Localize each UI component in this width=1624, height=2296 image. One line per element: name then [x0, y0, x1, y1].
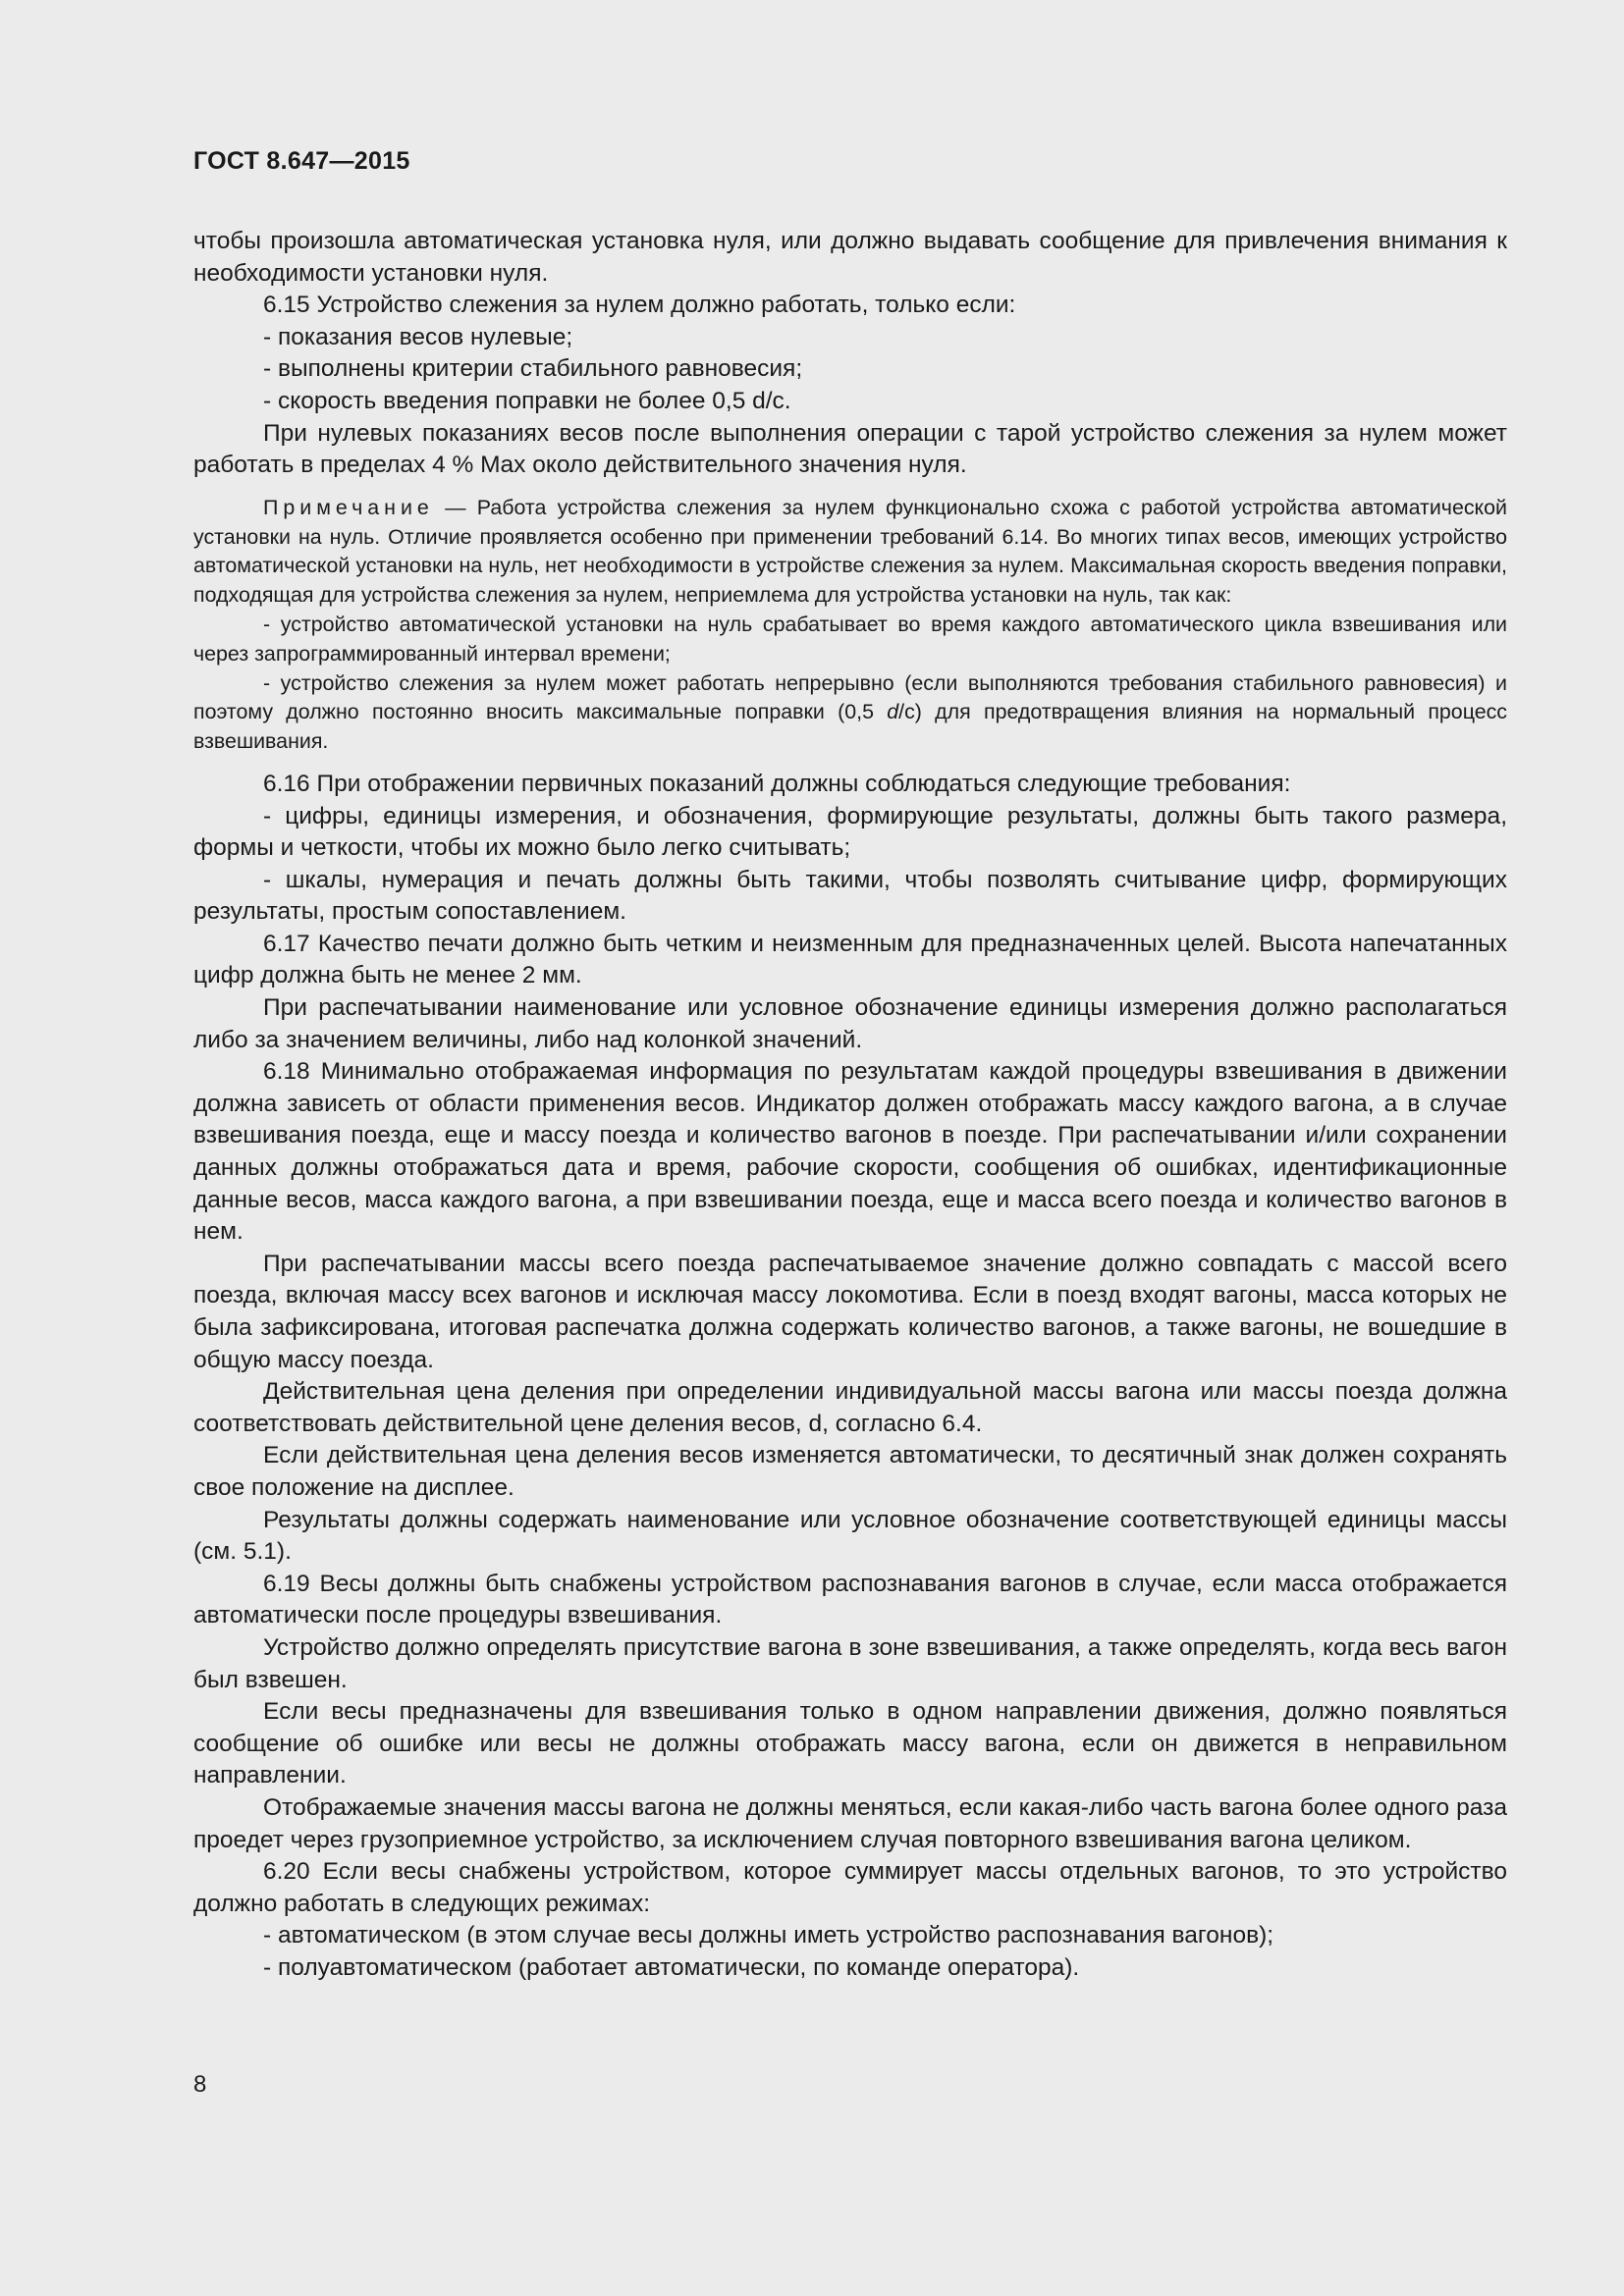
clause-6-16: 6.16 При отображении первичных показаний должны соблюдаться следующие требования: — [263, 770, 1291, 797]
list-item: - шкалы, нумерация и печать должны быть такими, чтобы позволять считывание цифр, формирующих результаты, простым сопоставлением. — [193, 866, 1507, 926]
paragraph-continuation: чтобы произошла автоматическая установка нуля, или должно выдавать сообщение для привлечения внимания к необходимости установки нуля. — [193, 228, 1507, 287]
note-block — [193, 494, 1507, 757]
list-item: - автоматическом (в этом случае весы должны иметь устройство распознавания вагонов); — [263, 1922, 1274, 1949]
list-item: - цифры, единицы измерения, и обозначения, формирующие результаты, должны быть такого размера, формы и четкости, чтобы их можно было легко считывать; — [193, 802, 1507, 862]
list-item: - показания весов нулевые; — [263, 323, 573, 350]
paragraph: При распечатывании наименование или условное обозначение единицы измерения должно располагаться либо за значением величины, либо над колонкой значений. — [193, 994, 1507, 1053]
note-label: Примечание — [263, 495, 434, 519]
list-item: - выполнены критерии стабильного равновесия; — [263, 355, 803, 383]
note-paragraph — [193, 494, 1507, 611]
document-code-header: ГОСТ 8.647—2015 — [193, 147, 410, 175]
paragraph: Результаты должны содержать наименование или условное обозначение соответствующей единицы массы (см. 5.1). — [193, 1506, 1507, 1566]
clause-6-15: 6.15 Устройство слежения за нулем должно работать, только если: — [263, 292, 1016, 319]
paragraph: При распечатывании массы всего поезда распечатываемое значение должно совпадать с массой всего поезда, включая массу всех вагонов и исключая массу локомотива. Если в поезд входят вагоны, масса которых не была зафиксирована, итоговая распечатка должна содержать количество вагонов, а также вагоны, не вошедшие в общую массу поезда. — [193, 1250, 1507, 1373]
paragraph: Действительная цена деления при определении индивидуальной массы вагона или массы поезда должна соответствовать действительной цене деления весов, d, согласно 6.4. — [193, 1378, 1507, 1437]
paragraph: Устройство должно определять присутствие вагона в зоне взвешивания, а также определять, когда весь вагон был взвешен. — [193, 1633, 1507, 1693]
paragraph: Если весы предназначены для взвешивания только в одном направлении движения, должно появляться сообщение об ошибке или весы не должны отображать массу вагона, если он движется в неправильном направлении. — [193, 1698, 1507, 1789]
note-list-item: - устройство слежения за нулем может работать непрерывно (если выполняются требования стабильного равновесия) и поэтому должно постоянно вносить максимальные поправки (0,5 d/c) для предотвращения влияния на нормальный процесс взвешивания. — [193, 670, 1507, 754]
list-item: - скорость введения поправки не более 0,5 d/c. — [263, 387, 791, 414]
note-text: Работа устройства слежения за нулем функционально схожа с работой устройства автоматической установки на нуль. Отличие проявляется особенно при применении требований 6.14. Во многих типах весов, имеющих устройство автоматической установки на нуль, нет необходимости в устройстве слежения за нулем. Максимальная скорость введения поправки, подходящая для устройства слежения за нулем, неприемлема для устройства установки на нуль, так как: — [193, 495, 1507, 608]
clause-6-17: 6.17 Качество печати должно быть четким и неизменным для предназначенных целей. Высота напечатанных цифр должна быть не менее 2 мм. — [193, 930, 1507, 989]
clause-6-18: 6.18 Минимально отображаемая информация по результатам каждой процедуры взвешивания в движении должна зависеть от области применения весов. Индикатор должен отображать массу каждого вагона, а в случае взвешивания поезда, еще и массу поезда и количество вагонов в поезде. При распечатывании и/или сохранении данных должны отображаться дата и время, рабочие скорости, сообщения об ошибках, идентификационные данные весов, масса каждого вагона, а при взвешивании поезда, еще и масса всего поезда и количество вагонов в нем. — [193, 1058, 1507, 1246]
note-list-item: - устройство автоматической установки на нуль срабатывает во время каждого автоматического цикла взвешивания или через запрограммированный интервал времени; — [193, 612, 1507, 666]
list-item: - полуавтоматическом (работает автоматически, по команде оператора). — [263, 1953, 1080, 1981]
paragraph: При нулевых показаниях весов после выполнения операции с тарой устройство слежения за нулем может работать в пределах 4 % Max около действительного значения нуля. — [193, 419, 1507, 479]
clause-6-19: 6.19 Весы должны быть снабжены устройством распознавания вагонов в случае, если масса отображается автоматически после процедуры взвешивания. — [193, 1570, 1507, 1629]
paragraph: Отображаемые значения массы вагона не должны меняться, если какая-либо часть вагона более одного раза проедет через грузоприемное устройство, за исключением случая повторного взвешивания вагона целиком. — [193, 1793, 1507, 1853]
page-number: 8 — [193, 2071, 207, 2098]
note-dash: — — [445, 495, 466, 519]
clause-6-20: 6.20 Если весы снабжены устройством, которое суммирует массы отдельных вагонов, то это устройство должно работать в следующих режимах: — [193, 1858, 1507, 1917]
body-text — [193, 226, 1507, 1984]
paragraph: Если действительная цена деления весов изменяется автоматически, то десятичный знак должен сохранять свое положение на дисплее. — [193, 1442, 1507, 1501]
